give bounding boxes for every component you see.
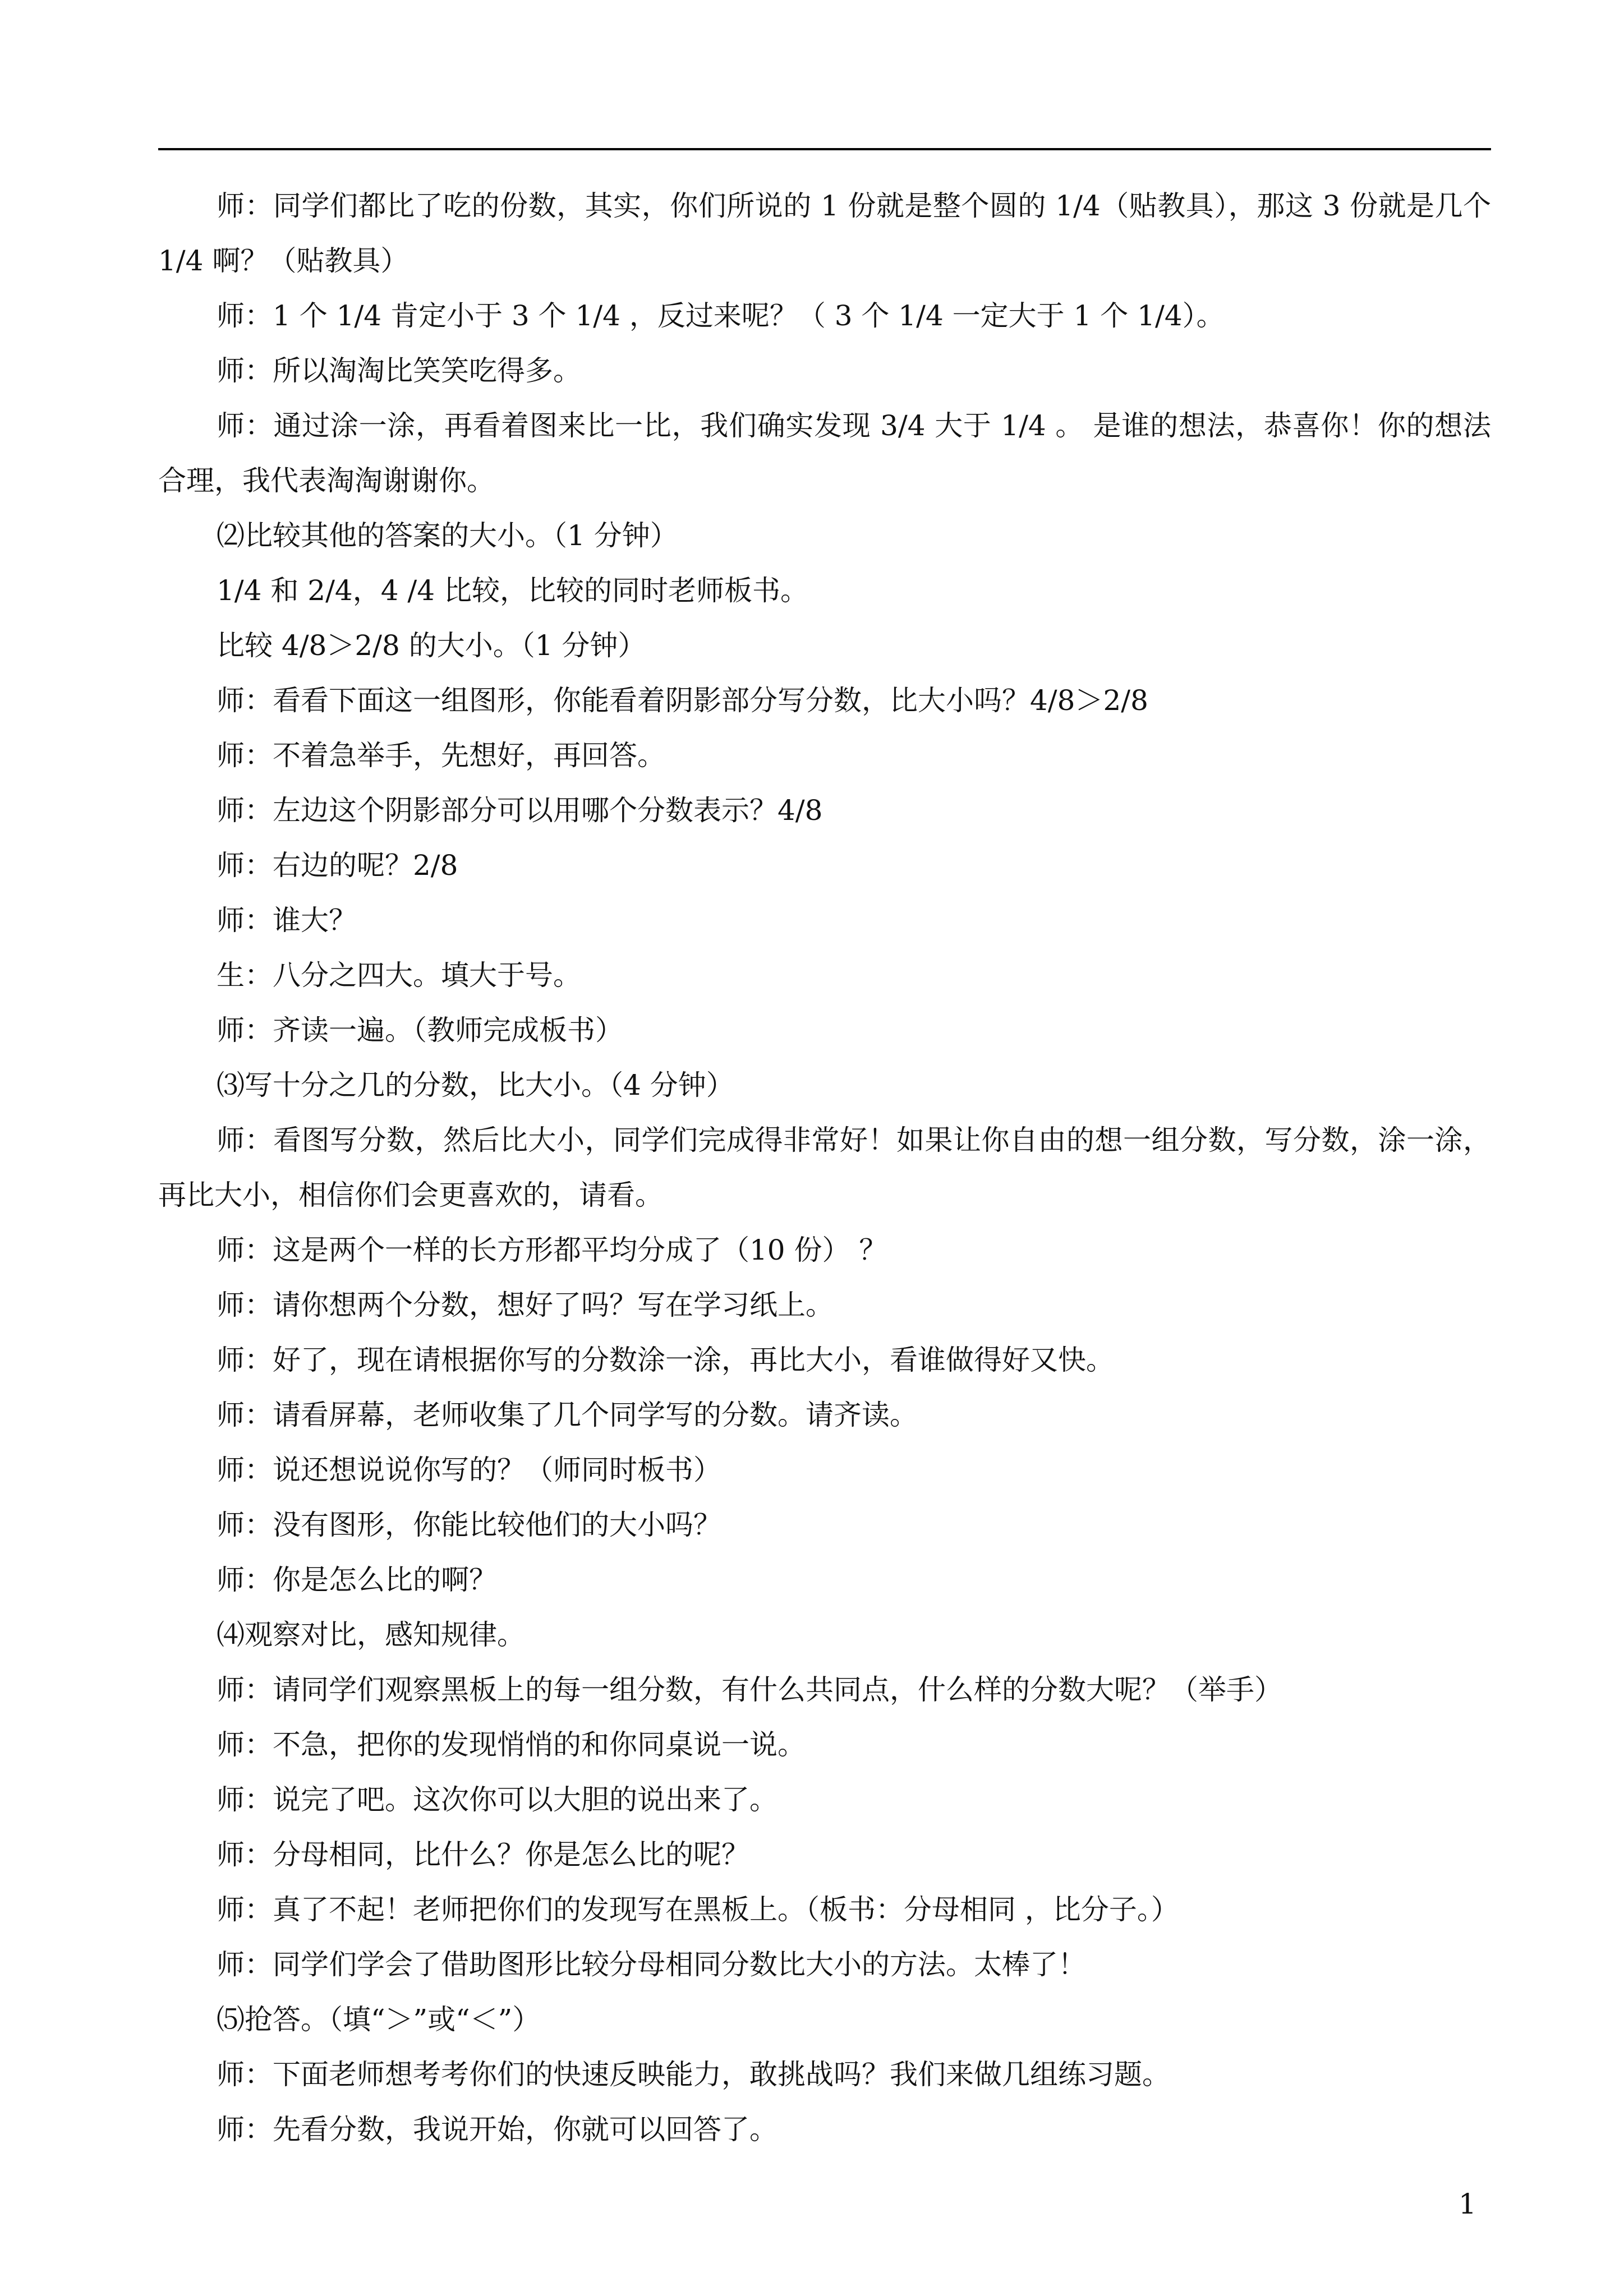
- paragraph: 师：先看分数，我说开始，你就可以回答了。: [217, 2113, 778, 2146]
- paragraph: 师：说还想说说你写的？（师同时板书）: [217, 1454, 721, 1486]
- paragraph: ⑵比较其他的答案的大小。（1 分钟）: [217, 519, 678, 552]
- page-number: 1: [1459, 2188, 1476, 2220]
- document-body: [158, 178, 1500, 2157]
- paragraph: 师：分母相同，比什么？你是怎么比的呢？: [217, 1838, 749, 1871]
- paragraph: 师：所以淘淘比笑笑吃得多。: [217, 354, 581, 387]
- paragraph: 师：请同学们观察黑板上的每一组分数，有什么共同点，什么样的分数大呢？（举手）: [217, 1673, 1282, 1706]
- paragraph: 师：右边的呢？2/8: [217, 849, 458, 882]
- paragraph: 师：请看屏幕，老师收集了几个同学写的分数。请齐读。: [217, 1399, 918, 1431]
- paragraph: 比较 4/8＞2/8 的大小。（1 分钟）: [217, 629, 646, 662]
- paragraph: 生：八分之四大。填大于号。: [217, 959, 581, 992]
- paragraph: 师：不急，把你的发现悄悄的和你同桌说一说。: [217, 1728, 806, 1761]
- paragraph: ⑷观察对比，感知规律。: [217, 1619, 525, 1651]
- paragraph: 师：说完了吧。这次你可以大胆的说出来了。: [217, 1783, 778, 1816]
- paragraph: 师：请你想两个分数，想好了吗？写在学习纸上。: [217, 1289, 834, 1321]
- paragraph: 师：看图写分数，然后比大小，同学们完成得非常好！如果让你自由的想一组分数，写分数，涂一涂，再比大小，相信你们会更喜欢的，请看。: [158, 1124, 1491, 1211]
- paragraph: 师：好了，现在请根据你写的分数涂一涂，再比大小，看谁做得好又快。: [217, 1344, 1114, 1376]
- paragraph: 1/4 和 2/4，4 /4 比较，比较的同时老师板书。: [217, 574, 808, 607]
- header-rule: [158, 148, 1491, 150]
- paragraph: 师：同学们学会了借助图形比较分母相同分数比大小的方法。太棒了！: [217, 1948, 1086, 1981]
- paragraph: 师：看看下面这一组图形，你能看着阴影部分写分数，比大小吗？4/8＞2/8: [217, 684, 1148, 717]
- paragraph: 师：没有图形，你能比较他们的大小吗？: [217, 1509, 721, 1541]
- paragraph: 师：这是两个一样的长方形都平均分成了（10 份） ？: [217, 1234, 887, 1266]
- paragraph: 师：不着急举手，先想好，再回答。: [217, 739, 665, 772]
- paragraph: 师：齐读一遍。（教师完成板书）: [217, 1014, 623, 1046]
- paragraph: 师：左边这个阴影部分可以用哪个分数表示？4/8: [217, 794, 823, 827]
- paragraph: 师：真了不起！老师把你们的发现写在黑板上。（板书：分母相同 ，比分子。）: [217, 1893, 1179, 1926]
- paragraph: 师：1 个 1/4 肯定小于 3 个 1/4 ，反过来呢？（ 3 个 1/4 一定大于 1 个 1/4）。: [217, 299, 1225, 332]
- paragraph: ⑶写十分之几的分数，比大小。（4 分钟）: [217, 1069, 734, 1101]
- paragraph: 师：通过涂一涂，再看着图来比一比，我们确实发现 3/4 大于 1/4 。 是谁的想法，恭喜你！你的想法合理，我代表淘淘谢谢你。: [158, 409, 1491, 497]
- paragraph: ⑸抢答。（填“＞”或“＜”）: [217, 2003, 541, 2036]
- paragraph: 师：谁大？: [217, 904, 357, 937]
- paragraph: 师：下面老师想考考你们的快速反映能力，敢挑战吗？我们来做几组练习题。: [217, 2058, 1170, 2091]
- paragraph: 师：你是怎么比的啊？: [217, 1564, 497, 1596]
- paragraph: 师：同学们都比了吃的份数，其实，你们所说的 1 份就是整个圆的 1/4（贴教具），那这 3 份就是几个 1/4 啊？（贴教具）: [158, 190, 1500, 277]
